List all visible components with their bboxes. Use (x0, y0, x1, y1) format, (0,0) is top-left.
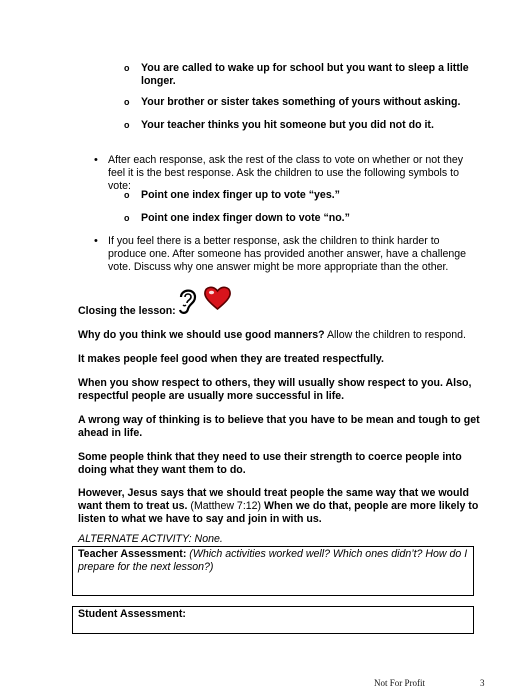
closing-final-paragraph (78, 487, 480, 527)
final-text-b: When we do that, people are more likely to listen to what we have to say and join in with us. (78, 500, 479, 526)
bullet-text: If you feel there is a better response, ask the children to think harder to produce one. After someone has provided another answer, have a challenge vote. Discuss why one answer might be more appropriate than the other. (108, 235, 467, 274)
sub-item (126, 119, 486, 133)
sub-item (126, 96, 486, 110)
teacher-assessment-prompt: (Which activities worked well? Which ones didn’t? How do I prepare for the next lesson?) (78, 548, 468, 574)
closing-paragraph: It makes people feel good when they are treated respectfully. (78, 353, 384, 365)
sub-item-text: Point one index finger down to vote “no.” (141, 212, 350, 224)
sub-item (126, 62, 486, 90)
heart-icon (203, 285, 232, 311)
page-number: 3 (480, 678, 485, 688)
closing-paragraph: When you show respect to others, they will usually show respect to you. Also, respectful people are usually more successful in life. (78, 377, 472, 403)
teacher-assessment-label (78, 548, 470, 574)
closing-paragraph: Some people think that they need to use their strength to coerce people into doing what they want them to do. (78, 451, 462, 477)
circle-bullet-icon: o (124, 97, 130, 107)
student-assessment-box[interactable] (72, 606, 474, 634)
sub-item (126, 189, 486, 203)
bullet-icon: • (94, 235, 98, 247)
bullet-item (0, 235, 532, 277)
closing-question (78, 329, 480, 342)
bullet-icon: • (94, 154, 98, 166)
circle-bullet-icon: o (124, 190, 130, 200)
sub-item (126, 212, 486, 226)
ear-icon (175, 285, 200, 317)
scripture-reference: (Matthew 7:12) (187, 500, 262, 513)
student-assessment-label: Student Assessment: (78, 608, 186, 620)
sub-item-text: You are called to wake up for school but you want to sleep a little longer. (141, 62, 469, 88)
final-text-a: However, Jesus says that we should treat people the same way that we would want them to treat us. (78, 487, 469, 513)
teacher-assessment-box[interactable] (72, 546, 474, 596)
sub-item-text: Point one index finger up to vote “yes.” (141, 189, 340, 201)
bullet-text: After each response, ask the rest of the class to vote on whether or not they feel it is the best response. Ask the children to use the following symbols to vote: (108, 154, 464, 193)
closing-heading: Closing the lesson: (78, 305, 176, 317)
teacher-assessment-title: Teacher Assessment: (78, 548, 187, 560)
circle-bullet-icon: o (124, 63, 130, 73)
sub-item-text: Your teacher thinks you hit someone but you did not do it. (141, 119, 434, 131)
closing-question-text: Why do you think we should use good manners? (78, 329, 325, 341)
alternate-activity: ALTERNATE ACTIVITY: None. (78, 533, 223, 545)
footer-text: Not For Profit (374, 678, 426, 688)
circle-bullet-icon: o (124, 120, 130, 130)
closing-paragraph: A wrong way of thinking is to believe that you have to be mean and tough to get ahead in life. (78, 414, 480, 440)
circle-bullet-icon: o (124, 213, 130, 223)
bullet-item (0, 154, 532, 193)
sub-item-text: Your brother or sister takes something of yours without asking. (141, 96, 461, 108)
closing-question-note: Allow the children to respond. (324, 329, 466, 341)
